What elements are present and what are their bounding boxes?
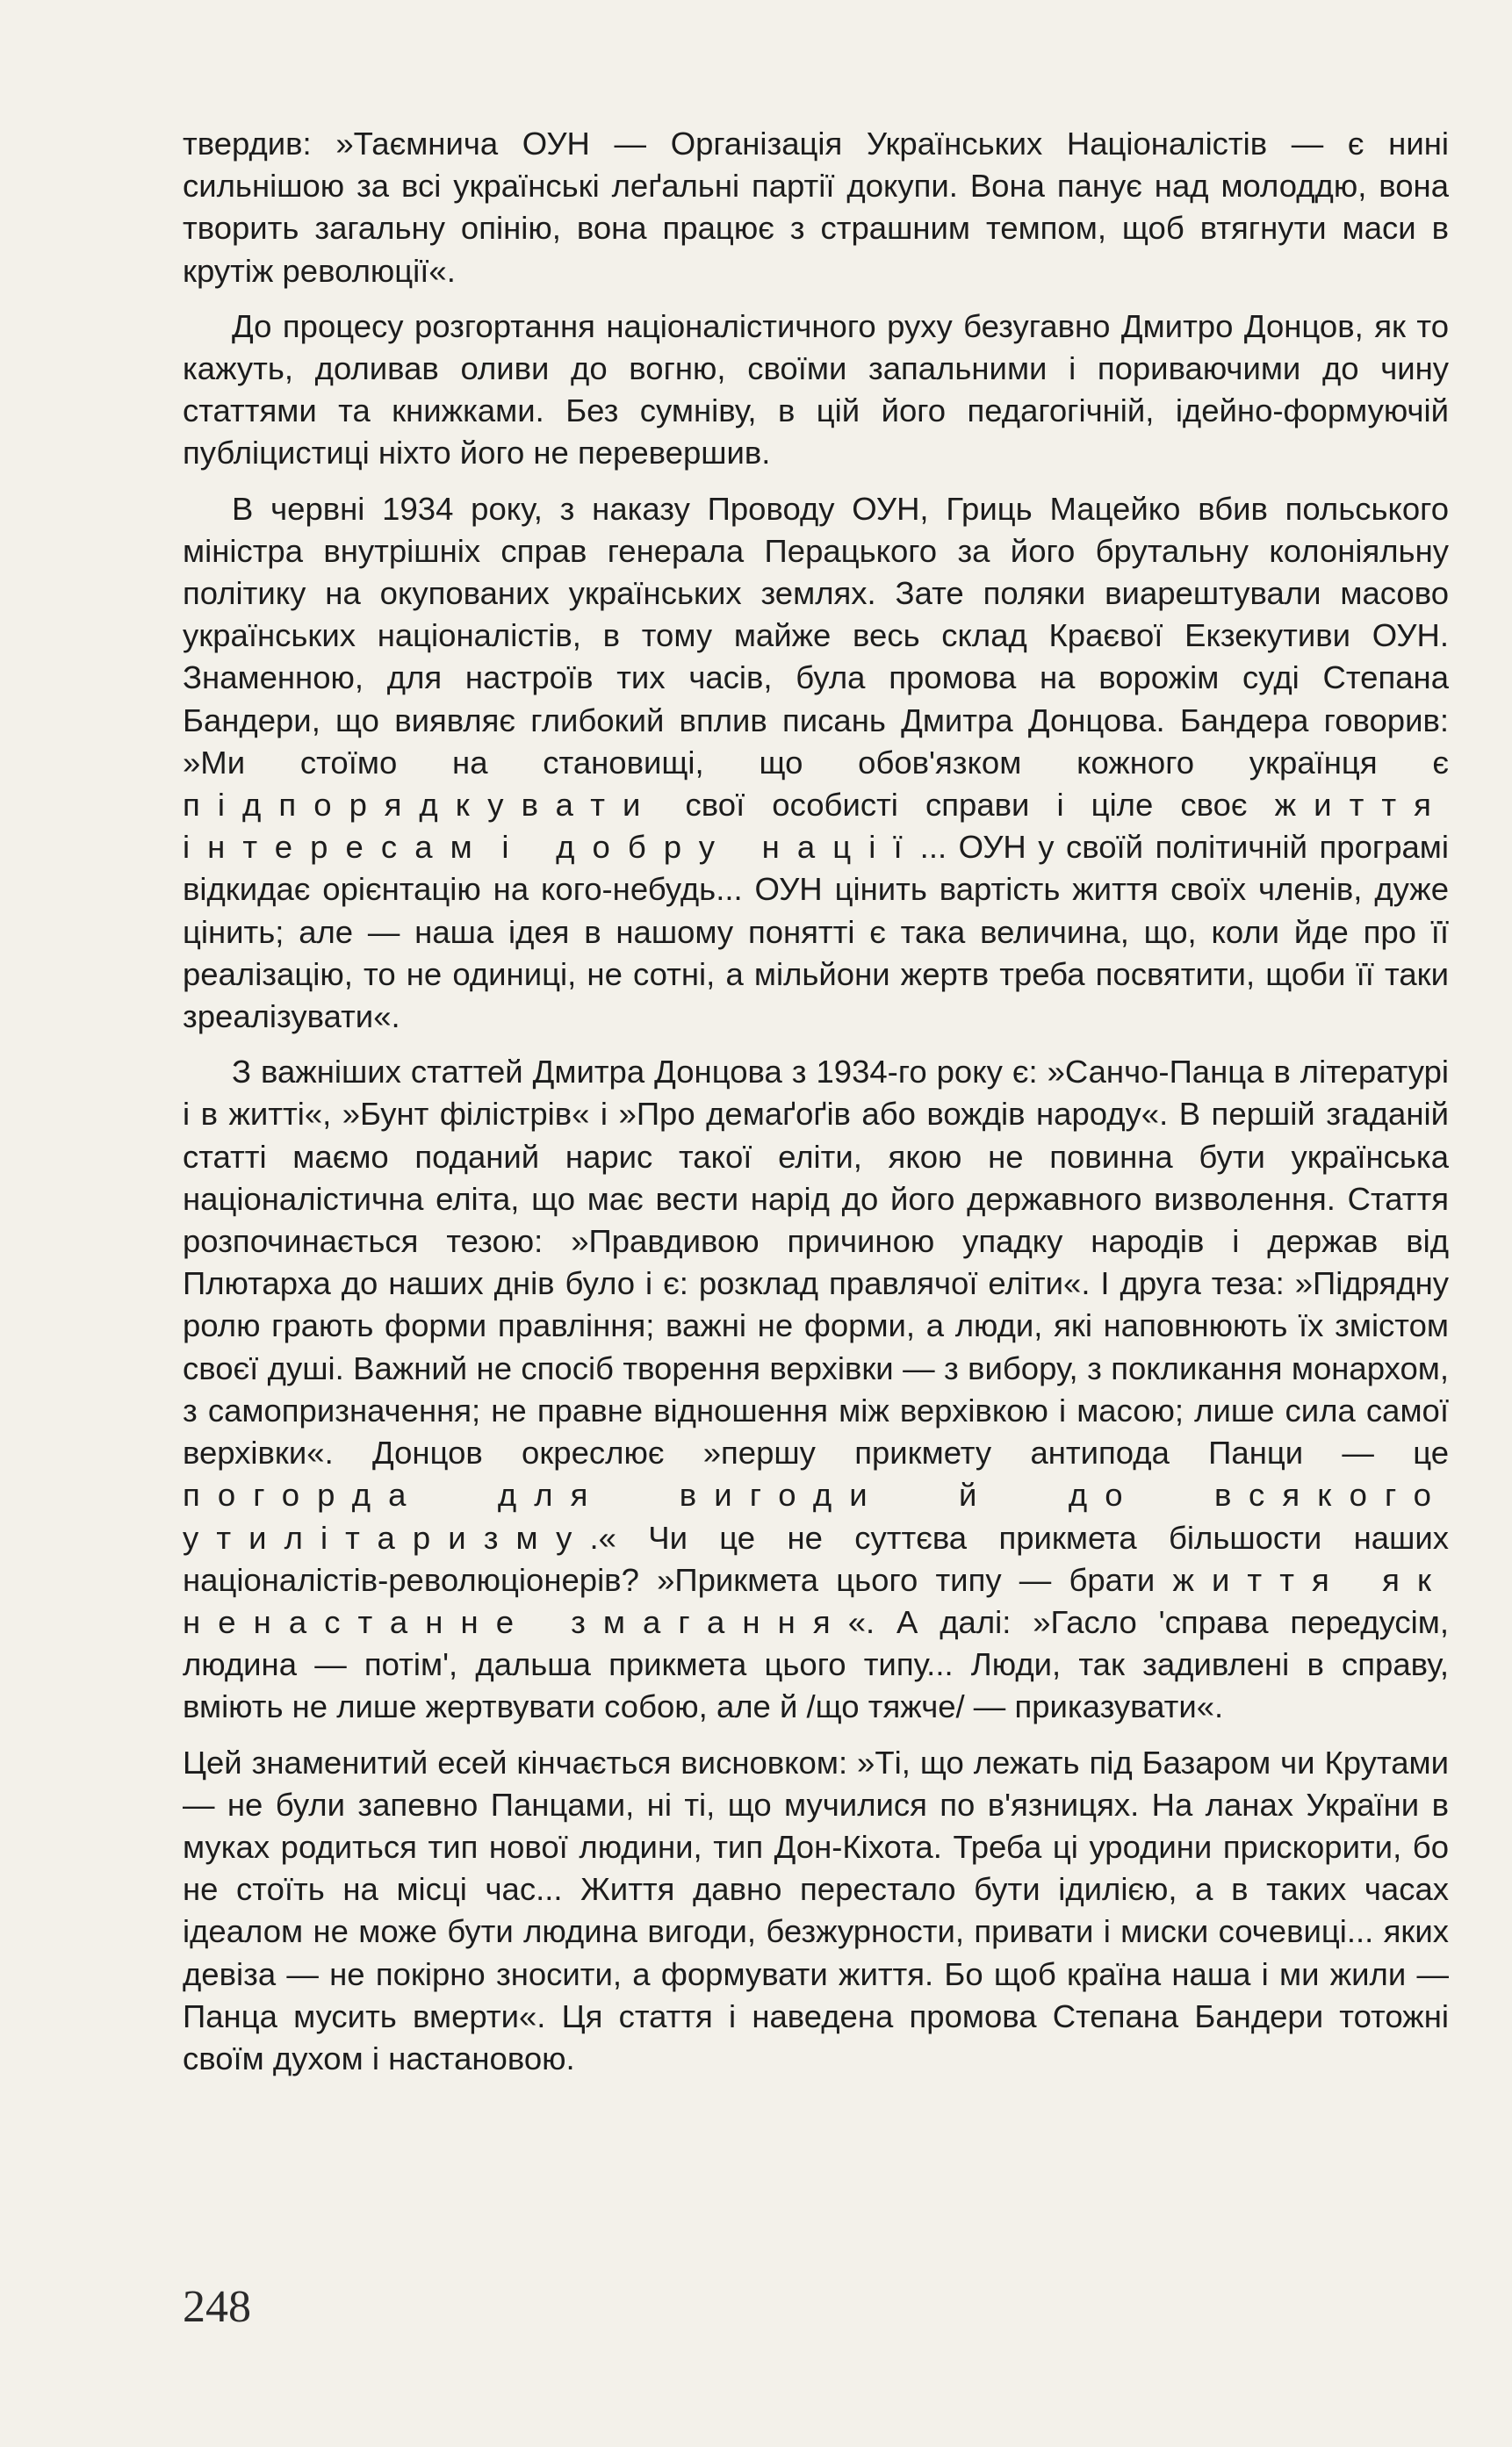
spaced-emphasis: інтересам xyxy=(183,829,490,866)
paragraph-4 xyxy=(183,1051,1449,1728)
paragraph-5 xyxy=(183,1742,1449,2081)
spaced-emphasis: погорда для вигоди й до всякого утилітаризму xyxy=(183,1477,1449,1556)
spaced-emphasis: життя xyxy=(1274,787,1449,824)
text-segment: .« Чи це не суттєва прикмета більшости наших націоналістів-революціонерів? »Прикмета цього типу — брати xyxy=(183,1519,1449,1598)
text-segment: Цей знаменитий есей кінчається висновком: »Ті, що лежать під Базаром чи Крутами — не були запевно Панцами, ні ті, що мучилися по в'язницях. На ланах України в муках родиться тип нової людини, тип Дон-Кіхота. Треба ці уродини прискорити, бо не стоїть на місці час... Життя давно перестало бути ідилією, а в таких часах ідеалом не може бути людина вигоди, безжурности, привати і миски сочевиці... яких девіза — не покірно зносити, а формувати життя. Бо щоб країна наша і ми жили — Панца мусить вмерти«. Ця стаття і наведена промова Степана Бандери тотожні своїм духом і настановою. xyxy=(183,1744,1449,2076)
text-segment: ... ОУН у своїй політичній програмі відкидає орієнтацію на кого-небудь... ОУН цінить вартість життя своїх членів, дуже цінить; але — наша ідея в нашому понятті є така величина, що, коли йде про її реалізацію, то не одиниці, не сотні, а мільйони жертв треба посвятити, щоби її таки зреалізувати«. xyxy=(183,829,1449,1035)
text-segment: свої особисті справи і ціле своє xyxy=(658,787,1275,824)
spaced-emphasis: підпорядкувати xyxy=(183,787,659,824)
paragraph-3 xyxy=(183,488,1449,1039)
text-segment xyxy=(490,829,502,865)
spaced-emphasis: і добру нації xyxy=(501,829,920,866)
paragraph-2 xyxy=(183,306,1449,475)
text-segment: До процесу розгортання націоналістичного руху безугавно Дмитро Донцов, як то кажуть, доливав оливи до вогню, своїми запальними і пориваючими до чину статтями та книжками. Без сумніву, в цій його педагогічній, ідейно-формуючій публіцистиці ніхто його не перевершив. xyxy=(183,307,1449,471)
spaced-emphasis: життя як ненастанне змагання xyxy=(183,1561,1449,1640)
page-number: 248 xyxy=(183,2282,251,2332)
text-segment: «. А далі: »Гасло 'справа передусім, людина — потім', дальша прикмета цього типу... Люди, так задивлені в справу, вміють не лише жертвувати собою, але й /що тяжче/ — приказувати«. xyxy=(183,1603,1449,1725)
text-segment: твердив: »Таємнича ОУН — Організація Українських Націоналістів — є нині сильнішою за всі українські леґальні партії докупи. Вона панує над молоддю, вона творить загальну опінію, вона працює з страшним темпом, щоб втягнути маси в крутіж революції«. xyxy=(183,126,1449,289)
text-segment: З важніших статтей Дмитра Донцова з 1934-го року є: »Санчо-Панца в літературі і в житті«, »Бунт філістрів« і »Про демаґоґів або вождів народу«. В першій згаданій статті маємо поданий нарис такої еліти, якою не повинна бути українська націоналістична еліта, що має вести нарід до його державного визволення. Стаття розпочинається тезою: »Правдивою причиною упадку народів і держав від Плютарха до наших днів було і є: розклад правлячої еліти«. І друга теза: »Підрядну ролю грають форми правління; важні не форми, а люди, які наповнюють їх змістом своєї душі. Важний не спосіб творення верхівки — з вибору, з покликання монархом, з самопризначення; не правне відношення між верхівкою і масою; лише сила самої верхівки«. Донцов окреслює »першу прикмету антипода Панци — це xyxy=(183,1054,1449,1472)
text-segment: В червні 1934 року, з наказу Проводу ОУН, Гриць Мацейко вбив польського міністра внутрішніх справ генерала Перацького за його брутальну колоніяльну політику на окупованих українських землях. Зате поляки виарештували масово українських націоналістів, в тому майже весь склад Краєвої Екзекутиви ОУН. Знаменною, для настроїв тих часів, була промова на ворожім суді Степана Бандери, що виявляє глибокий вплив писань Дмитра Донцова. Бандера говорив: »Ми стоїмо на становищі, що обов'язком кожного українця є xyxy=(183,490,1449,781)
body-text xyxy=(183,123,1449,2093)
paragraph-1 xyxy=(183,123,1449,292)
